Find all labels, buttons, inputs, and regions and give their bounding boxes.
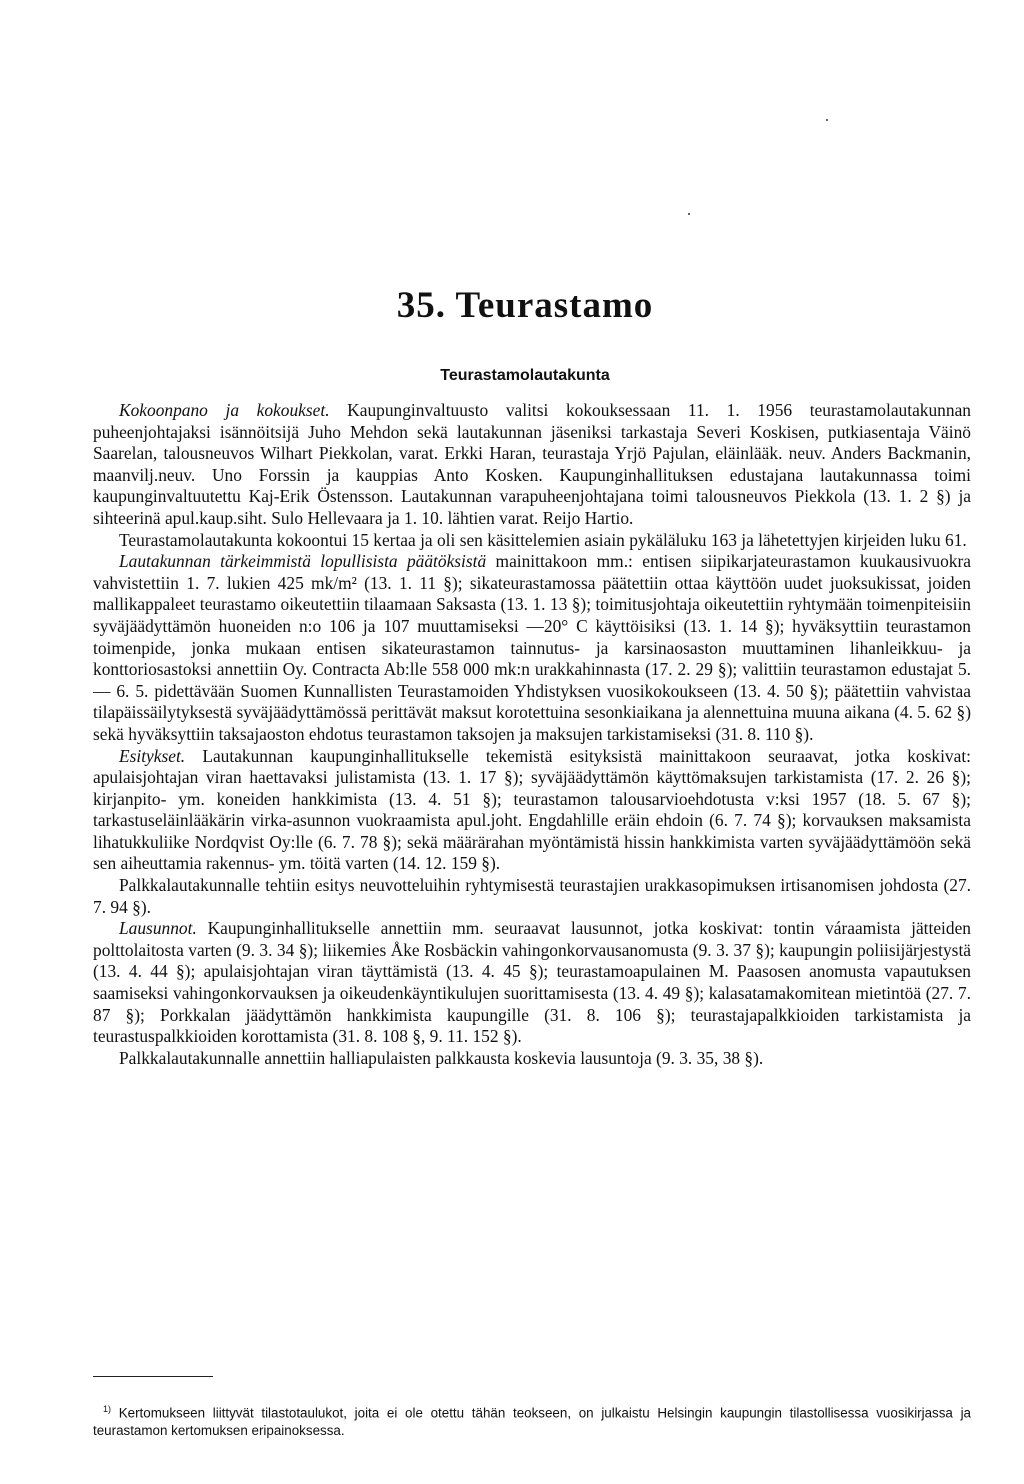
paragraph-lead: Kokoonpano ja kokoukset. (119, 400, 330, 420)
paragraph-paatokset (93, 551, 971, 745)
paragraph-palkkalautakunta-esitys (93, 875, 971, 918)
paragraph-text: Teurastamolautakunta kokoontui 15 kertaa ja oli sen käsittelemien asiain pykäläluku 163 ja lähetettyjen kirjeiden luku 61. (119, 529, 967, 550)
chapter-title: 35. Teurastamo (396, 285, 654, 326)
footnote-marker: 1) (103, 1404, 112, 1414)
scan-speck (826, 119, 828, 121)
footnote-text: Kertomukseen liittyvät tilastotaulukot, joita ei ole otettu tähän teokseen, on julkaistu Helsingin kaupungin tilastollisessa vuosikirjassa ja teurastamon kertomuksen eripainoksessa. (93, 1405, 971, 1439)
paragraph-text: Palkkalautakunnalle annettiin halliapulaisten palkkausta koskevia lausuntoja (9. 3. 35, 38 §). (119, 1047, 764, 1068)
scan-speck (688, 213, 690, 215)
paragraph-text: Kaupunginhallitukselle annettiin mm. seuraavat lausunnot, jotka koskivat: tontin váraamista jätteiden polttolaitosta varten (9. 3. 34 §); liikemies Åke Rosbäckin vahingonkorvausanomusta (9. 3. 37 §); kaupungin poliisijärjestystä (13. 4. 44 §); apulaisjohtajan viran täyttämistä (13. 4. 45 §); teurastamoapulainen M. Paasosen anomusta vapautuksen saamiseksi vahingonkorvauksen ja oikeudenkäyntikulujen suorittamisesta (13. 4. 49 §); kalasatamakomitean mietintöä (27. 7. 87 §); Porkkalan jäädyttämön hankkimista kaupungille (31. 8. 106 §); teurastajapalkkioiden tarkistamista ja teurastuspalkkioiden korottamista (31. 8. 108 §, 9. 11. 152 §). (93, 918, 971, 1047)
paragraph-lausunnot (93, 918, 971, 1048)
paragraph-text: mainittakoon mm.: entisen siipikarjateurastamon kuukausivuokra vahvistettiin 1. 7. lukien 425 mk/m² (13. 1. 11 §); sikateurastamossa päätettiin ottaa käyttöön uudet juoksukissat, joiden mallikappaleet teurastamo oikeutettiin tilaamaan Saksasta (13. 1. 13 §); toimitusjohtaja oikeutettiin ryhtymään toimenpiteisiin syväjäädyttämön huoneiden n:o 106 ja 107 muuttamiseksi —20° C käyttöisiksi (13. 1. 14 §); hyväksyttiin teurastamon toimenpide, jonka mukaan entisen sikateurastamon tainnutus- ja karsinaosaston muuttaminen lihanleikkuu- ja konttoriosastoksi annettiin Oy. Contracta Ab:lle 558 000 mk:n urakkahinnasta (17. 2. 29 §); valittiin teurastamon edustajat 5. — 6. 5. pidettävään Suomen Kunnallisten Teurastamoiden Yhdistyksen vuosikokoukseen (13. 4. 50 §); päätettiin vahvistaa tilapäissäilytyksestä syväjäädyttämössä perittävät maksut korotettuina sesonkiaikana ja alennettuina muuna aikana (4. 5. 62 §) sekä hyväksyttiin taksajaoston ehdotus teurastamon taksojen ja maksujen tarkistamiseksi (31. 8. 110 §). (93, 551, 971, 744)
footnote-divider (93, 1376, 213, 1377)
paragraph-lead: Lautakunnan tärkeimmistä lopullisista päätöksistä (119, 551, 487, 572)
paragraph-text: Palkkalautakunnalle tehtiin esitys neuvotteluihin ryhtymisestä teurastajien urakkasopimuksen irtisanomisen johdosta (27. 7. 94 §). (93, 875, 971, 917)
section-heading: Teurastamolautakunta (440, 367, 610, 384)
footnote (93, 1400, 971, 1440)
body-text (93, 400, 971, 1069)
paragraph-text: Lautakunnan kaupunginhallitukselle tekemistä esityksistä mainittakoon seuraavat, jotka koskivat: apulaisjohtajan viran haettavaksi julistamista (13. 1. 17 §); syväjäädyttämön käyttömaksujen tarkistamista (17. 2. 26 §); kirjanpito- ym. koneiden hankkimista (13. 4. 51 §); teurastamon talousarvioehdotusta v:ksi 1957 (18. 5. 67 §); tarkastuseläinlääkärin virka-asunnon vuokraamista apul.joht. Engdahlille eräin ehdoin (6. 7. 74 §); korvauksen maksamista lihatukkuliike Nordqvist Oy:lle (6. 7. 78 §); sekä määrärahan myöntämistä hissin hankkimista varten syväjäädyttämöön sekä sen aiheuttamia rakennus- ym. töitä varten (14. 12. 159 §). (93, 745, 971, 874)
paragraph-text: Kaupunginvaltuusto valitsi kokouksessaan 11. 1. 1956 teurastamolautakunnan puheenjohtajaksi isännöitsijä Juho Mehdon sekä lautakunnan jäseniksi tarkastaja Severi Koskisen, putkiasentaja Väinö Saarelan, talousneuvos Wilhart Piekkolan, varat. Erkki Haran, teurastaja Yrjö Pajulan, eläinlääk. neuv. Anders Backmanin, maanvilj.neuv. Uno Forssin ja kauppias Anto Kosken. Kaupunginhallituksen edustajana lautakunnassa toimi kaupunginvaltuutettu Kaj-Erik Östensson. Lautakunnan varapuheenjohtajana toimi talousneuvos Piekkola (13. 1. 2 §) ja sihteerinä apul.kaup.siht. Sulo Hellevaara ja 1. 10. lähtien varat. Reijo Hartio. (93, 400, 971, 528)
paragraph-lead: Lausunnot. (119, 918, 197, 939)
paragraph-esitykset (93, 746, 971, 876)
paragraph-palkkalautakunta-lausunnot (93, 1048, 971, 1070)
paragraph-kokoonpano (93, 400, 971, 530)
paragraph-lead: Esitykset. (119, 745, 186, 766)
paragraph-kokoukset-count (93, 530, 971, 552)
